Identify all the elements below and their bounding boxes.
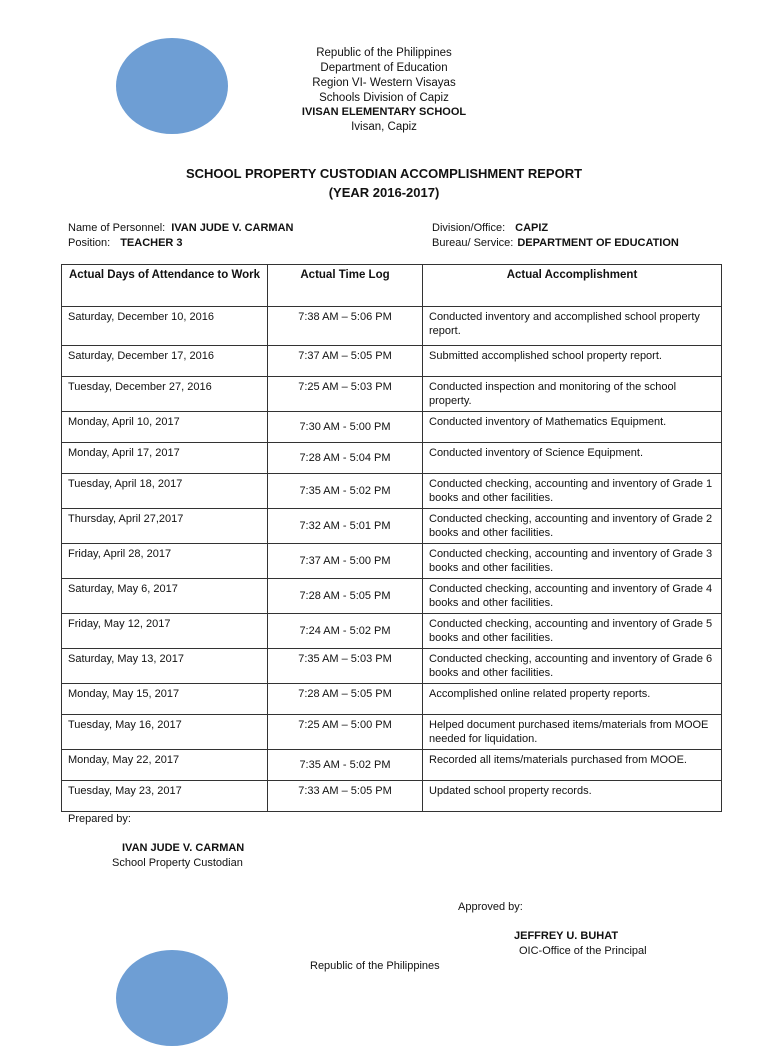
position-value: TEACHER 3 — [120, 237, 183, 249]
table-row — [62, 781, 722, 812]
personnel-name-label: Name of Personnel: — [68, 222, 166, 234]
cell-time: 7:28 AM - 5:04 PM — [268, 443, 423, 474]
table-row — [62, 412, 722, 443]
bureau-service — [432, 236, 679, 250]
cell-date: Friday, May 12, 2017 — [62, 614, 268, 649]
cell-task: Conducted checking, accounting and inventory of Grade 1 books and other facilities. — [423, 474, 722, 509]
cell-date: Saturday, December 17, 2016 — [62, 346, 268, 377]
prepared-by-title: School Property Custodian — [112, 857, 243, 869]
personnel-name-value: IVAN JUDE V. CARMAN — [171, 222, 294, 234]
cell-time: 7:28 AM – 5:05 PM — [268, 684, 423, 715]
cell-date: Tuesday, December 27, 2016 — [62, 377, 268, 412]
header-address: Ivisan, Capiz — [351, 121, 417, 133]
school-logo-next-page — [116, 950, 228, 1046]
report-title: SCHOOL PROPERTY CUSTODIAN ACCOMPLISHMENT REPORT — [185, 166, 583, 181]
cell-task: Conducted checking, accounting and inventory of Grade 2 books and other facilities. — [423, 509, 722, 544]
cell-task: Conducted inventory of Science Equipment. — [423, 443, 722, 474]
cell-time: 7:37 AM - 5:00 PM — [268, 544, 423, 579]
cell-task: Conducted inspection and monitoring of the school property. — [423, 377, 722, 412]
cell-task: Helped document purchased items/materials from MOOE needed for liquidation. — [423, 715, 722, 750]
cell-task: Updated school property records. — [423, 781, 722, 812]
cell-time: 7:32 AM - 5:01 PM — [268, 509, 423, 544]
cell-task: Conducted checking, accounting and inventory of Grade 4 books and other facilities. — [423, 579, 722, 614]
table-row — [62, 544, 722, 579]
table-row — [62, 377, 722, 412]
col-header-accomplishment: Actual Accomplishment — [423, 265, 722, 307]
table-row — [62, 715, 722, 750]
cell-date: Tuesday, May 23, 2017 — [62, 781, 268, 812]
col-header-time-log: Actual Time Log — [268, 265, 423, 307]
table-row — [62, 474, 722, 509]
cell-date: Saturday, May 6, 2017 — [62, 579, 268, 614]
cell-task: Conducted checking, accounting and inventory of Grade 5 books and other facilities. — [423, 614, 722, 649]
table-row — [62, 346, 722, 377]
division-label: Division/Office: — [432, 222, 506, 234]
cell-time: 7:30 AM - 5:00 PM — [268, 412, 423, 443]
division-office — [432, 221, 548, 235]
cell-date: Monday, May 22, 2017 — [62, 750, 268, 781]
cell-time: 7:25 AM – 5:00 PM — [268, 715, 423, 750]
table-header-row — [62, 265, 722, 307]
cell-task: Conducted checking, accounting and inventory of Grade 6 books and other facilities. — [423, 649, 722, 684]
table-row — [62, 649, 722, 684]
header-republic: Republic of the Philippines — [316, 47, 452, 59]
personnel-position — [68, 236, 183, 250]
cell-time: 7:35 AM - 5:02 PM — [268, 474, 423, 509]
bureau-value: DEPARTMENT OF EDUCATION — [517, 237, 679, 249]
accomplishment-table — [61, 264, 722, 812]
approved-by-name: JEFFREY U. BUHAT — [514, 930, 619, 942]
cell-task: Conducted inventory and accomplished school property report. — [423, 307, 722, 346]
cell-date: Monday, April 17, 2017 — [62, 443, 268, 474]
cell-time: 7:28 AM - 5:05 PM — [268, 579, 423, 614]
cell-date: Thursday, April 27,2017 — [62, 509, 268, 544]
cell-time: 7:38 AM – 5:06 PM — [268, 307, 423, 346]
cell-task: Conducted checking, accounting and inventory of Grade 3 books and other facilities. — [423, 544, 722, 579]
cell-time: 7:37 AM – 5:05 PM — [268, 346, 423, 377]
report-year: (YEAR 2016-2017) — [328, 185, 440, 200]
cell-date: Monday, April 10, 2017 — [62, 412, 268, 443]
cell-time: 7:35 AM - 5:02 PM — [268, 750, 423, 781]
cell-date: Friday, April 28, 2017 — [62, 544, 268, 579]
table-row — [62, 614, 722, 649]
cell-date: Tuesday, May 16, 2017 — [62, 715, 268, 750]
prepared-by-name: IVAN JUDE V. CARMAN — [122, 842, 245, 854]
table-row — [62, 307, 722, 346]
table-row — [62, 443, 722, 474]
cell-date: Saturday, December 10, 2016 — [62, 307, 268, 346]
approved-by-label: Approved by: — [458, 901, 523, 913]
cell-time: 7:24 AM - 5:02 PM — [268, 614, 423, 649]
header-region: Region VI- Western Visayas — [312, 77, 456, 89]
table-row — [62, 684, 722, 715]
col-header-attendance: Actual Days of Attendance to Work — [62, 265, 268, 307]
table-row — [62, 579, 722, 614]
cell-date: Tuesday, April 18, 2017 — [62, 474, 268, 509]
position-label: Position: — [68, 237, 111, 249]
cell-date: Monday, May 15, 2017 — [62, 684, 268, 715]
next-page-header-republic: Republic of the Philippines — [310, 960, 440, 972]
cell-task: Conducted inventory of Mathematics Equipment. — [423, 412, 722, 443]
header-department: Department of Education — [320, 62, 448, 74]
cell-task: Submitted accomplished school property report. — [423, 346, 722, 377]
table-row — [62, 509, 722, 544]
cell-task: Recorded all items/materials purchased from MOOE. — [423, 750, 722, 781]
header-division: Schools Division of Capiz — [319, 92, 449, 104]
prepared-by-label: Prepared by: — [68, 813, 131, 825]
cell-date: Saturday, May 13, 2017 — [62, 649, 268, 684]
cell-task: Accomplished online related property reports. — [423, 684, 722, 715]
header-school-name: IVISAN ELEMENTARY SCHOOL — [301, 106, 467, 118]
cell-time: 7:25 AM – 5:03 PM — [268, 377, 423, 412]
cell-time: 7:33 AM – 5:05 PM — [268, 781, 423, 812]
bureau-label: Bureau/ Service: — [432, 237, 514, 249]
personnel-name — [68, 221, 293, 235]
table-row — [62, 750, 722, 781]
division-value: CAPIZ — [515, 222, 549, 234]
approved-by-title: OIC-Office of the Principal — [519, 945, 647, 957]
cell-time: 7:35 AM – 5:03 PM — [268, 649, 423, 684]
